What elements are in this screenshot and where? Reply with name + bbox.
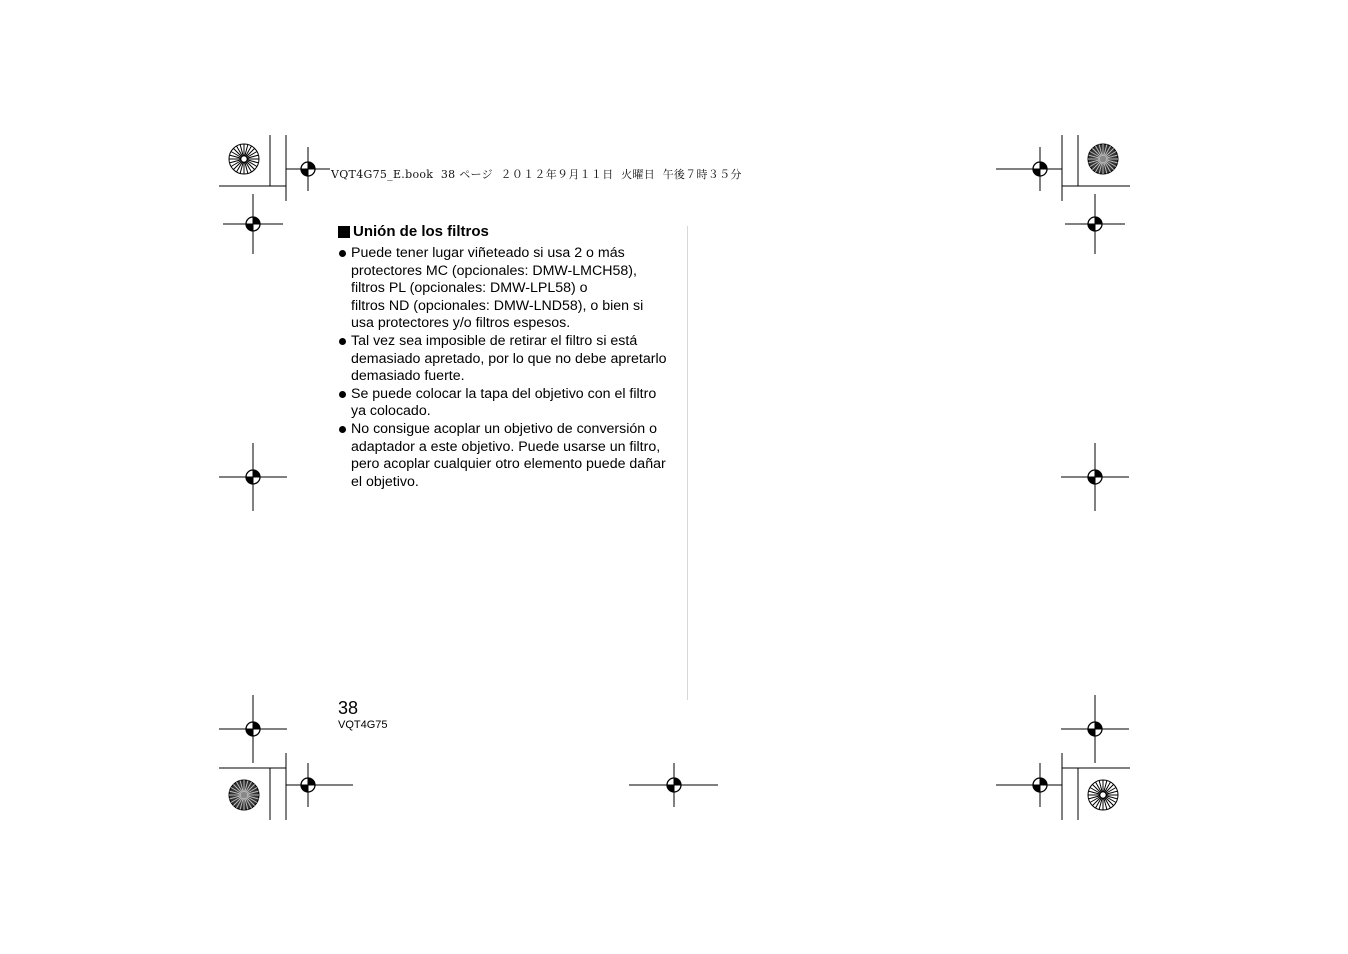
registration-quadrant: [246, 477, 253, 484]
registration-quadrant: [674, 778, 681, 785]
registration-quadrant: [1095, 217, 1102, 224]
list-item: [338, 386, 683, 421]
registration-quadrant: [1088, 477, 1095, 484]
list-item: [338, 333, 683, 386]
registration-quadrant: [1033, 169, 1040, 176]
star-center: [241, 156, 247, 162]
registration-quadrant: [1040, 162, 1047, 169]
list-item: [338, 421, 683, 491]
bullet-text: Puede tener lugar viñeteado si usa 2 o más protectores MC (opcionales: DMW-LMCH58), filtros PL (opcionales: DMW-LPL58) o filtros ND (opcionales: DMW-LND58), o bien si usa protectores y/o filtros espesos.: [351, 245, 644, 332]
registration-quadrant: [253, 722, 260, 729]
page-number: 38: [338, 698, 359, 718]
bullet-text: Tal vez sea imposible de retirar el filtro si está demasiado apretado, por lo que no debe apretarlo demasiado fuerte.: [351, 332, 667, 385]
registration-quadrant: [253, 217, 260, 224]
column-divider: [687, 226, 688, 700]
main-content: [338, 222, 683, 491]
black-square-icon: [338, 226, 350, 238]
registration-quadrant: [246, 729, 253, 736]
section-title: Unión de los filtros: [353, 223, 489, 240]
registration-quadrant: [1033, 785, 1040, 792]
bullet-dot-icon: [339, 426, 346, 433]
registration-quadrant: [1088, 224, 1095, 231]
registration-quadrant: [1095, 722, 1102, 729]
registration-quadrant: [1088, 729, 1095, 736]
bullet-dot-icon: [339, 338, 346, 345]
bullet-list: [338, 245, 683, 491]
star-center: [241, 792, 247, 798]
registration-quadrant: [253, 470, 260, 477]
star-center: [1100, 156, 1106, 162]
registration-quadrant: [246, 224, 253, 231]
list-item: [338, 245, 683, 333]
registration-quadrant: [301, 785, 308, 792]
registration-quadrant: [1040, 778, 1047, 785]
bullet-dot-icon: [339, 391, 346, 398]
registration-quadrant: [308, 778, 315, 785]
registration-quadrant: [1095, 470, 1102, 477]
star-center: [1100, 792, 1106, 798]
section-heading: [338, 222, 683, 242]
bullet-dot-icon: [339, 250, 346, 257]
bullet-text: Se puede colocar la tapa del objetivo con el filtro ya colocado.: [351, 385, 657, 420]
registration-quadrant: [308, 162, 315, 169]
registration-quadrant: [667, 785, 674, 792]
print-header-line: VQT4G75_E.book 38 ページ ２０１２年９月１１日 火曜日 午後７時３５分: [331, 168, 742, 181]
model-code: VQT4G75: [338, 719, 388, 731]
registration-quadrant: [301, 169, 308, 176]
bullet-text: No consigue acoplar un objetivo de conversión o adaptador a este objetivo. Puede usarse un filtro, pero acoplar cualquier otro elemento puede dañar el objetivo.: [351, 420, 666, 490]
